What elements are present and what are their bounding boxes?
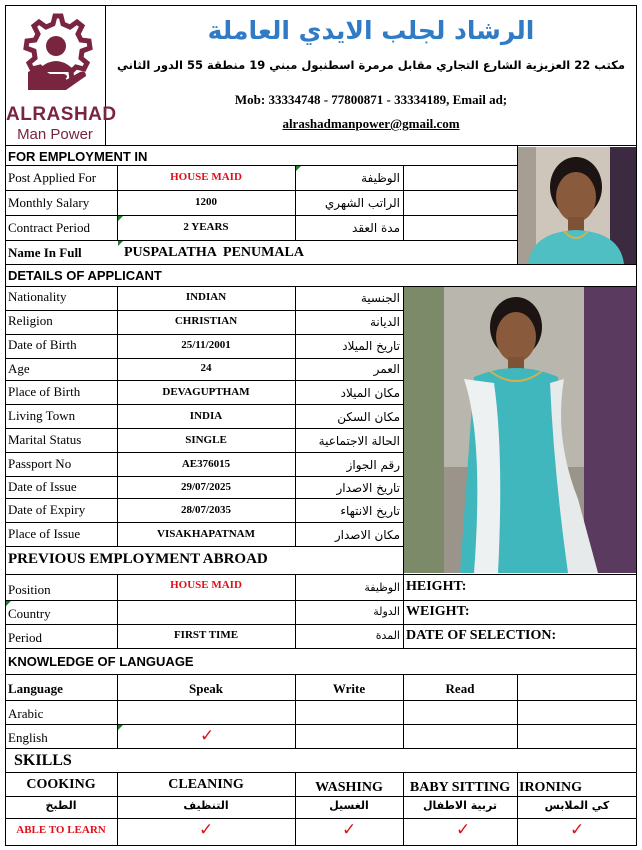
applicant-portrait-photo: [518, 147, 636, 264]
name-label: Name In Full: [8, 245, 82, 260]
company-phones: Mob: 33334748 - 77800871 - 33334189, Email ad;: [234, 92, 508, 107]
detail-label: Marital Status: [8, 432, 82, 447]
detail-label: Age: [8, 361, 30, 376]
detail-value: 24: [200, 362, 212, 374]
prev-period-label: Period: [8, 630, 42, 645]
selection-date-label: DATE OF SELECTION:: [406, 628, 557, 643]
applicant-full-length-photo: [404, 287, 636, 573]
skills-heading: SKILLS: [14, 752, 72, 769]
detail-value: SINGLE: [185, 434, 227, 446]
detail-label: Date of Issue: [8, 479, 77, 494]
detail-ar: رقم الجواز: [346, 458, 400, 472]
company-address-ar: مكتب 22 العزيزية الشارع التجاري مقابل مرمرة اسطنبول مبني 19 منطقة 55 الدور الثاني: [117, 58, 625, 72]
skill-washing-ar: الغسيل: [329, 799, 369, 812]
name-value: PUSPALATHA PENUMALA: [124, 245, 304, 260]
cleaning-check-icon: ✓: [199, 820, 214, 840]
skill-washing: WASHING: [315, 780, 383, 795]
detail-ar: الديانة: [369, 315, 400, 329]
lang-col-language: Language: [8, 681, 63, 696]
detail-value: 25/11/2001: [181, 339, 231, 351]
detail-value: 28/07/2035: [180, 504, 232, 516]
company-email[interactable]: alrashadmanpower@gmail.com: [282, 116, 460, 131]
skill-cooking-ar: الطبخ: [45, 799, 77, 812]
contract-value: 2 YEARS: [183, 221, 229, 233]
detail-label: Living Town: [8, 408, 76, 423]
prev-country-label: Country: [8, 606, 51, 621]
detail-ar: تاريخ الميلاد: [342, 339, 400, 353]
skill-baby-sitting: BABY SITTING: [409, 780, 511, 795]
contract-ar: مدة العقد: [352, 221, 400, 235]
detail-label: Date of Expiry: [8, 502, 86, 517]
lang-col-write: Write: [332, 681, 366, 696]
detail-value: 29/07/2025: [180, 481, 232, 493]
skill-baby-sitting-ar: تربية الاطفال: [422, 799, 497, 812]
salary-ar: الراتب الشهري: [324, 196, 400, 210]
detail-ar: مكان الميلاد: [340, 386, 400, 400]
detail-ar: مكان السكن: [337, 410, 400, 424]
company-logo: [6, 8, 117, 144]
detail-ar: الحالة الاجتماعية: [318, 434, 400, 448]
prev-period-ar: المدة: [375, 629, 400, 642]
cooking-status: ABLE TO LEARN: [16, 824, 106, 836]
detail-value: INDIA: [189, 410, 223, 422]
salary-value: 1200: [195, 196, 217, 208]
logo-sub: Man Power: [17, 126, 93, 143]
detail-label: Date of Birth: [8, 337, 77, 352]
skill-ironing: IRONING: [519, 780, 583, 795]
detail-label: Passport No: [8, 456, 72, 471]
detail-value: INDIAN: [185, 291, 227, 303]
detail-value: DEVAGUPTHAM: [162, 386, 250, 398]
skill-cooking: COOKING: [26, 777, 96, 792]
lang-col-speak: Speak: [189, 681, 223, 696]
logo-gear-icon: [6, 10, 104, 102]
salary-label: Monthly Salary: [8, 195, 90, 210]
previous-heading: PREVIOUS EMPLOYMENT ABROAD: [8, 551, 268, 567]
detail-ar: العمر: [373, 362, 400, 376]
weight-label: WEIGHT:: [406, 604, 470, 619]
prev-position-label: Position: [8, 582, 51, 597]
logo-name: ALRASHAD: [6, 104, 117, 125]
lang-col-read: Read: [445, 681, 475, 696]
prev-period-value: FIRST TIME: [173, 629, 239, 641]
detail-ar: مكان الاصدار: [334, 528, 400, 542]
ironing-check-icon: ✓: [570, 820, 585, 840]
detail-ar: الجنسية: [360, 291, 400, 305]
baby-sitting-check-icon: ✓: [456, 820, 471, 840]
detail-value: AE376015: [181, 458, 231, 470]
lang-row-arabic: Arabic: [8, 706, 44, 721]
detail-value: VISAKHAPATNAM: [157, 528, 255, 540]
height-label: HEIGHT:: [406, 579, 467, 594]
detail-label: Religion: [8, 313, 53, 328]
skill-cleaning-ar: التنظيف: [183, 799, 229, 812]
language-heading: KNOWLEDGE OF LANGUAGE: [8, 654, 194, 669]
detail-label: Place of Issue: [8, 526, 81, 541]
lang-row-english: English: [8, 730, 48, 745]
company-title-ar: الرشاد لجلب الايدي العاملة: [207, 16, 535, 45]
employment-heading: FOR EMPLOYMENT IN: [8, 149, 148, 164]
skill-cleaning: CLEANING: [168, 777, 244, 792]
details-heading: DETAILS OF APPLICANT: [8, 268, 162, 283]
detail-label: Place of Birth: [8, 384, 81, 399]
skill-ironing-ar: كي الملابس: [544, 799, 610, 812]
detail-value: CHRISTIAN: [174, 315, 238, 327]
contract-label: Contract Period: [8, 220, 90, 235]
detail-ar: تاريخ الانتهاء: [340, 504, 400, 518]
english-speak-check-icon: ✓: [200, 726, 215, 746]
prev-position-ar: الوظيفة: [364, 581, 400, 594]
post-label: Post Applied For: [8, 170, 97, 185]
post-value: HOUSE MAID: [170, 171, 242, 183]
detail-ar: تاريخ الاصدار: [336, 481, 400, 495]
washing-check-icon: ✓: [342, 820, 357, 840]
prev-position-value: HOUSE MAID: [170, 579, 242, 591]
post-ar: الوظيفة: [361, 171, 400, 185]
prev-country-ar: الدولة: [373, 605, 400, 618]
detail-label: Nationality: [8, 289, 67, 304]
